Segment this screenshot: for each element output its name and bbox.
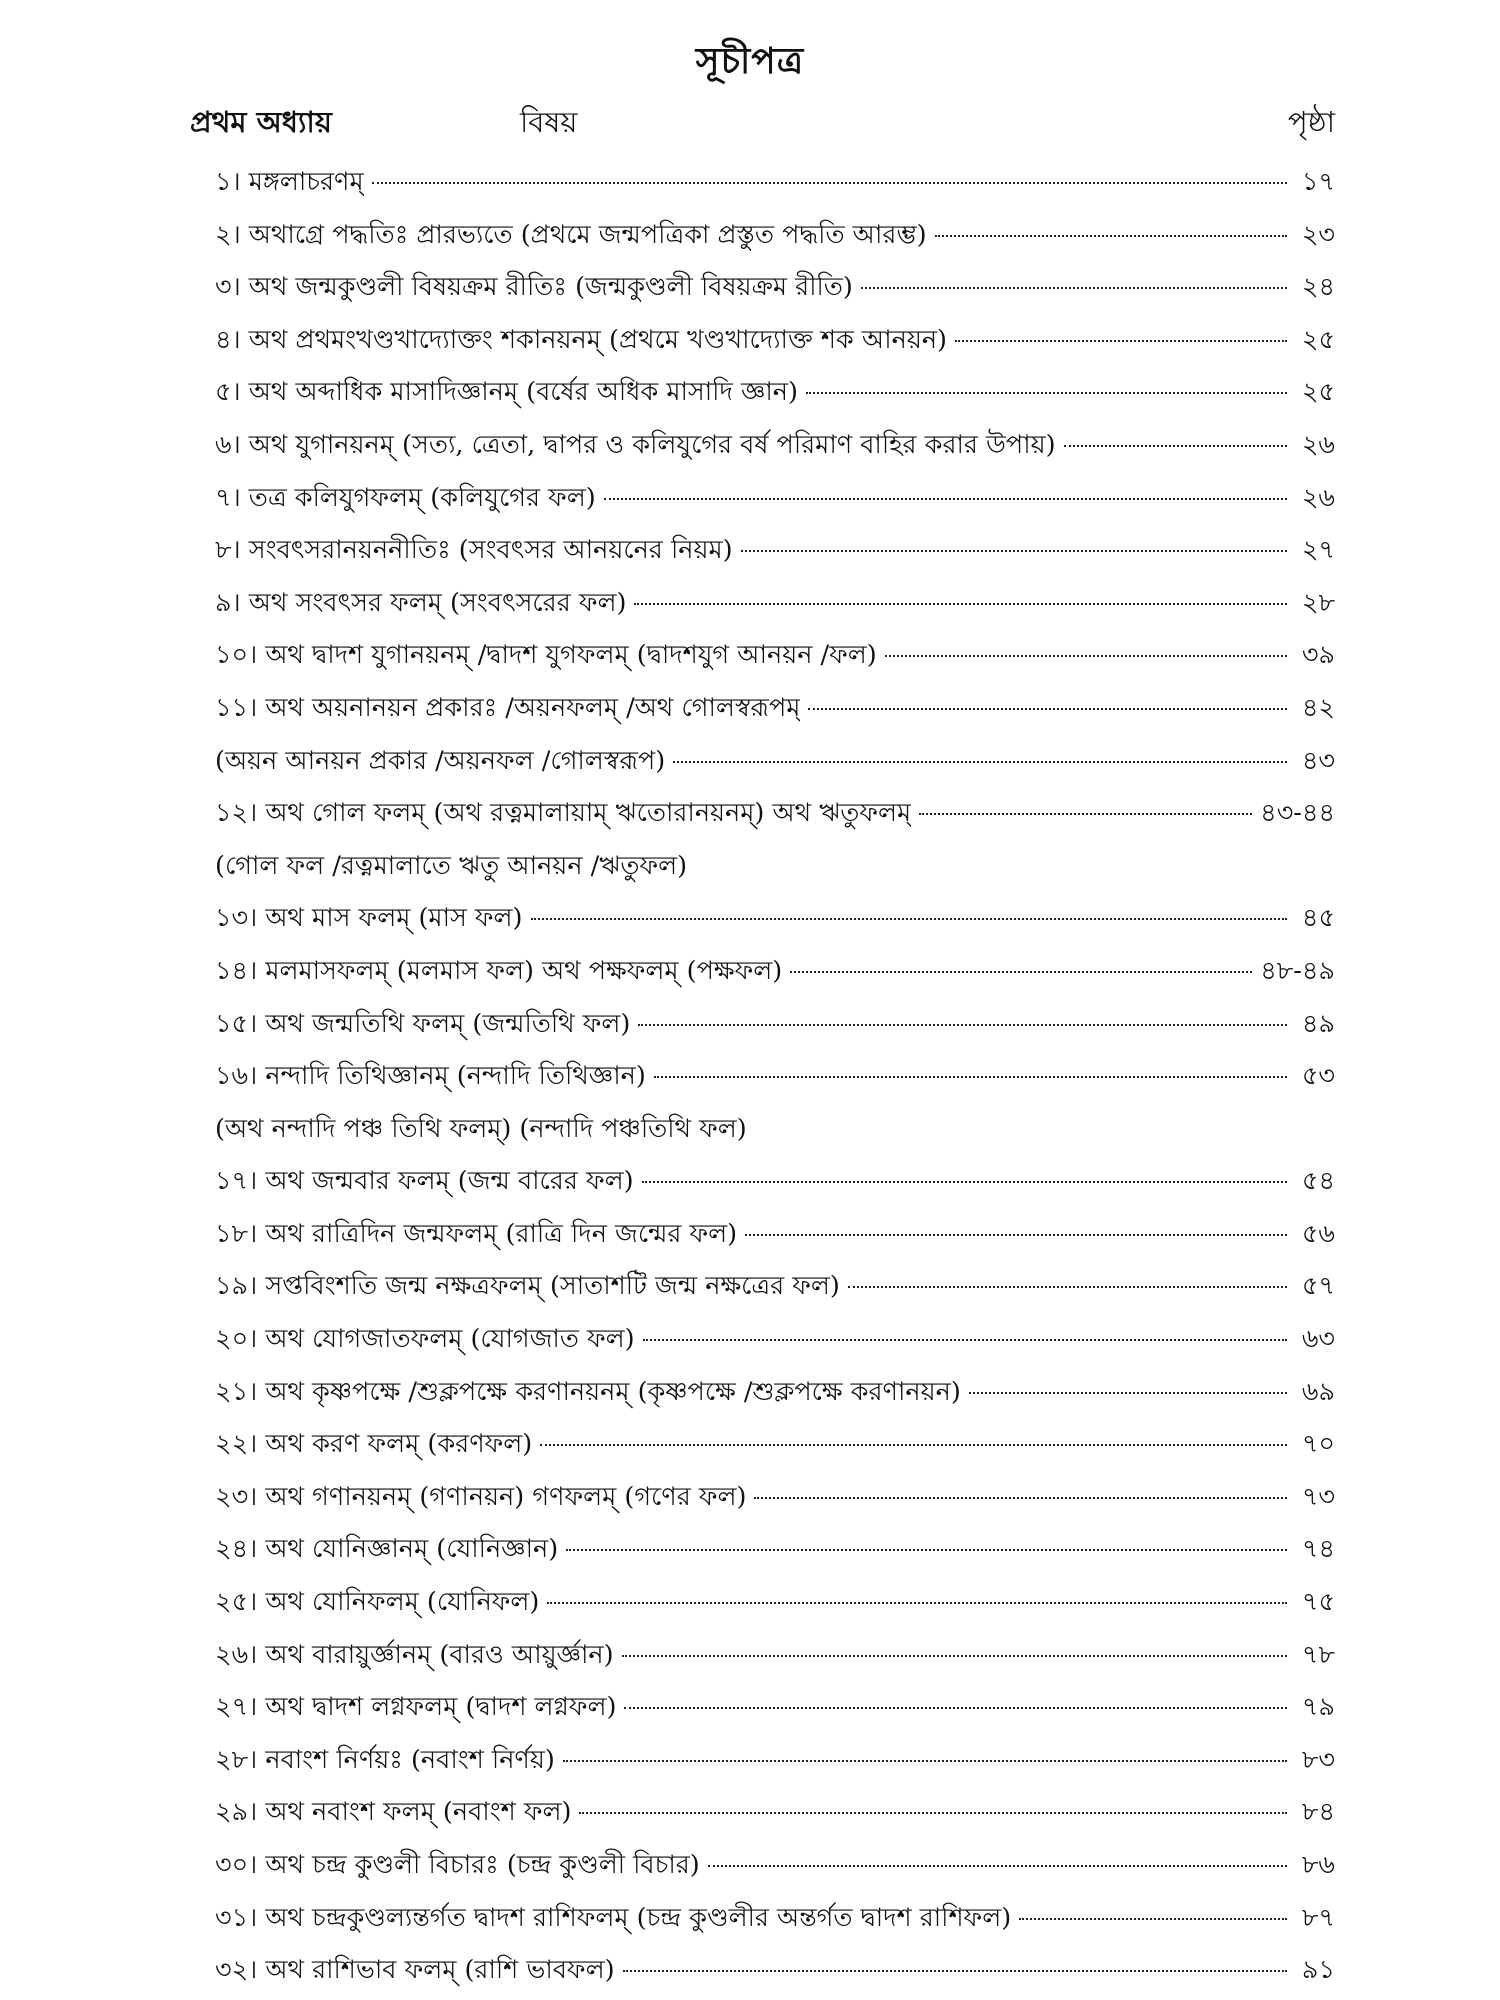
dot-leader xyxy=(919,813,1252,815)
toc-entry xyxy=(215,472,1335,525)
dot-leader xyxy=(673,761,1287,763)
toc-entry xyxy=(215,524,1335,577)
toc-entry-page: ৬৩ xyxy=(1301,1324,1335,1355)
dot-leader xyxy=(754,1497,1287,1499)
toc-entry-page: ৪৩ xyxy=(1301,745,1335,776)
toc-entry-page: ১৭ xyxy=(1301,167,1335,197)
toc-entry-text: ৩০। অথ চন্দ্র কুণ্ডলী বিচারঃ (চন্দ্র কুণ্ডলী বিচার) xyxy=(215,1850,700,1880)
toc-entry xyxy=(215,156,1335,209)
toc-entry-text: (অয়ন আনয়ন প্রকার /অয়নফল /গোলস্বরূপ) xyxy=(215,745,666,776)
toc-entry xyxy=(215,314,1335,367)
toc-entry-text: ১৬। নন্দাদি তিথিজ্ঞানম্ (নন্দাদি তিথিজ্ঞান) xyxy=(215,1061,646,1092)
dot-leader xyxy=(861,287,1287,289)
toc-entry-page: ৭৮ xyxy=(1301,1639,1335,1670)
toc-entry xyxy=(215,1681,1335,1734)
toc-entry xyxy=(215,1050,1335,1103)
subject-heading: বিষয় xyxy=(520,105,578,139)
chapter-heading: প্রথম অধ্যায় xyxy=(190,105,332,139)
toc-entry-page: ২৬ xyxy=(1301,429,1335,460)
page-title: সূচীপত্র xyxy=(695,40,805,82)
toc-entry-text: ১০। অথ দ্বাদশ যুগানয়নম্ /দ্বাদশ যুগফলম্ (দ্বাদশযুগ আনয়ন /ফল) xyxy=(215,640,877,671)
toc-entry-page: ৪৫ xyxy=(1301,903,1335,934)
dot-leader xyxy=(622,1655,1287,1657)
toc-entry xyxy=(215,998,1335,1051)
toc-entry-text: ৬। অথ যুগানয়নম্ (সত্য, ত্রেতা, দ্বাপর ও কলিযুগের বর্ষ পরিমাণ বাহির করার উপায়) xyxy=(215,429,1056,460)
dot-leader xyxy=(806,392,1287,394)
toc-entry xyxy=(215,1629,1335,1682)
toc-entry xyxy=(215,629,1335,682)
toc-entry-page: ৮৭ xyxy=(1301,1902,1335,1933)
dot-leader xyxy=(372,182,1287,184)
dot-leader xyxy=(654,1076,1287,1078)
toc-entry-text: (গোল ফল /রত্নমালাতে ঋতু আনয়ন /ঋতুফল) xyxy=(215,850,688,881)
toc-entry-page: ৫৪ xyxy=(1301,1166,1335,1197)
dot-leader xyxy=(741,550,1287,552)
toc-entry-page: ৯১ xyxy=(1301,1955,1335,1986)
dot-leader xyxy=(638,1024,1287,1026)
dot-leader xyxy=(955,340,1287,342)
toc-entry-text: ২৪। অথ যোনিজ্ঞানম্ (যোনিজ্ঞান) xyxy=(215,1534,559,1565)
toc-entry xyxy=(215,787,1335,840)
toc-entry xyxy=(215,1523,1335,1576)
toc-entry-page: ৫৬ xyxy=(1301,1218,1335,1249)
dot-leader xyxy=(790,971,1252,973)
dot-leader xyxy=(623,1970,1287,1972)
toc-entry xyxy=(215,945,1335,998)
toc-entry-text: ২৩। অথ গণানয়নম্ (গণানয়ন) গণফলম্ (গণের ফল) xyxy=(215,1481,747,1512)
toc-entry xyxy=(215,1734,1335,1787)
toc-entry-text: ১৫। অথ জন্মতিথি ফলম্ (জন্মতিথি ফল) xyxy=(215,1008,631,1039)
page-heading: পৃষ্ঠা xyxy=(1288,105,1335,139)
toc-entry-page: ২৪ xyxy=(1301,272,1335,303)
toc-entry-text: ২১। অথ কৃষ্ণপক্ষে /শুক্লপক্ষে করণানয়নম্ (কৃষ্ণপক্ষে /শুক্লপক্ষে করণানয়ন) xyxy=(215,1376,961,1407)
toc-entry-text: ৮। সংবৎসরানয়ননীতিঃ (সংবৎসর আনয়নের নিয়ম) xyxy=(215,535,733,566)
toc-entry xyxy=(215,1839,1335,1892)
toc-entry-page: ৫৩ xyxy=(1301,1061,1335,1092)
toc-list xyxy=(215,156,1335,1997)
toc-entry-page: ২৬ xyxy=(1301,482,1335,513)
dot-leader xyxy=(563,1760,1287,1762)
dot-leader xyxy=(624,1707,1287,1709)
toc-entry-text: ২২। অথ করণ ফলম্ (করণফল) xyxy=(215,1429,533,1460)
toc-entry-text: ১১। অথ অয়নানয়ন প্রকারঃ /অয়নফলম্ /অথ গোলস্বরূপম্ xyxy=(215,692,801,723)
toc-entry xyxy=(215,366,1335,419)
dot-leader xyxy=(808,708,1287,710)
toc-header xyxy=(190,100,1335,144)
toc-entry-text: ২। অথাগ্রে পদ্ধতিঃ প্রারভ্যতে (প্রথমে জন্মপত্রিকা প্রস্তুত পদ্ধতি আরম্ভ) xyxy=(215,219,927,250)
toc-entry-page: ৮৪ xyxy=(1301,1797,1335,1828)
toc-entry xyxy=(215,1418,1335,1471)
toc-entry xyxy=(215,419,1335,472)
toc-entry-text: ১৮। অথ রাত্রিদিন জন্মফলম্ (রাত্রি দিন জন্মের ফল) xyxy=(215,1218,738,1249)
toc-entry-text: ১৪। মলমাসফলম্ (মলমাস ফল) অথ পক্ষফলম্ (পক্ষফল) xyxy=(215,955,783,986)
dot-leader xyxy=(540,1444,1287,1446)
toc-entry xyxy=(215,1260,1335,1313)
dot-leader xyxy=(935,235,1287,237)
toc-entry-page: ২৩ xyxy=(1301,219,1335,250)
toc-entry xyxy=(215,1208,1335,1261)
dot-leader xyxy=(848,1286,1287,1288)
dot-leader xyxy=(708,1865,1287,1867)
toc-entry xyxy=(215,1576,1335,1629)
toc-entry-page: ২৫ xyxy=(1301,324,1335,355)
toc-entry-text: ৩১। অথ চন্দ্রকুণ্ডল্যন্তর্গত দ্বাদশ রাশিফলম্ (চন্দ্র কুণ্ডলীর অন্তর্গত দ্বাদশ রাশিফল) xyxy=(215,1902,1012,1933)
toc-entry xyxy=(215,1313,1335,1366)
toc-entry xyxy=(215,1471,1335,1524)
dot-leader xyxy=(1064,445,1287,447)
toc-entry xyxy=(215,577,1335,630)
toc-entry-text: ২৬। অথ বারায়ুর্জ্ঞানম্ (বারও আয়ুর্জ্ঞান) xyxy=(215,1639,614,1670)
toc-entry-page: ৭৫ xyxy=(1301,1587,1335,1618)
toc-entry xyxy=(215,892,1335,945)
toc-entry-page: ২৮ xyxy=(1301,587,1335,618)
toc-entry xyxy=(215,209,1335,262)
toc-entry-page: ৬৯ xyxy=(1301,1376,1335,1407)
toc-entry-text: ৯। অথ সংবৎসর ফলম্ (সংবৎসরের ফল) xyxy=(215,587,627,618)
dot-leader xyxy=(634,603,1287,605)
toc-entry-text: ৭। তত্র কলিযুগফলম্ (কলিযুগের ফল) xyxy=(215,482,596,513)
toc-entry-text: ৩২। অথ রাশিভাব ফলম্ (রাশি ভাবফল) xyxy=(215,1955,615,1986)
toc-entry-text: ২৮। নবাংশ নির্ণয়ঃ (নবাংশ নির্ণয়) xyxy=(215,1744,555,1775)
toc-entry-text: ২৭। অথ দ্বাদশ লগ্নফলম্ (দ্বাদশ লগ্নফল) xyxy=(215,1692,617,1723)
toc-entry-text: ৩। অথ জন্মকুণ্ডলী বিষয়ক্রম রীতিঃ (জন্মকুণ্ডলী বিষয়ক্রম রীতি) xyxy=(215,272,853,303)
dot-leader xyxy=(642,1181,1287,1183)
toc-entry-page: ৪৯ xyxy=(1301,1008,1335,1039)
toc-entry-text: ১৭। অথ জন্মবার ফলম্ (জন্ম বারের ফল) xyxy=(215,1166,634,1197)
toc-entry-page: ৫৭ xyxy=(1301,1271,1335,1302)
toc-entry-page: ৮৩ xyxy=(1301,1744,1335,1775)
toc-entry xyxy=(215,735,1335,788)
dot-leader xyxy=(745,1234,1287,1236)
toc-entry-page: ২৭ xyxy=(1301,535,1335,566)
dot-leader xyxy=(1019,1918,1287,1920)
toc-entry xyxy=(215,1155,1335,1208)
toc-entry xyxy=(215,840,1335,893)
toc-entry-text: ২৫। অথ যোনিফলম্ (যোনিফল) xyxy=(215,1587,540,1618)
dot-leader xyxy=(643,1339,1287,1341)
toc-entry-text: ২০। অথ যোগজাতফলম্ (যোগজাত ফল) xyxy=(215,1324,635,1355)
toc-entry-text: ১৩। অথ মাস ফলম্ (মাস ফল) xyxy=(215,903,523,934)
dot-leader xyxy=(579,1812,1287,1814)
toc-entry xyxy=(215,1786,1335,1839)
toc-entry-text: ১২। অথ গোল ফলম্ (অথ রত্নমালায়াম্ ঋতোরানয়নম্) অথ ঋতুফলম্ xyxy=(215,798,912,829)
dot-leader xyxy=(566,1549,1287,1551)
toc-entry xyxy=(215,682,1335,735)
toc-entry-text: ৫। অথ অব্দাধিক মাসাদিজ্ঞানম্ (বর্ষের অধিক মাসাদি জ্ঞান) xyxy=(215,377,798,408)
toc-entry-page: ৪৮-৪৯ xyxy=(1260,955,1335,986)
toc-entry-page: ৭৩ xyxy=(1301,1481,1335,1512)
dot-leader xyxy=(604,498,1287,500)
toc-entry-page: ২৫ xyxy=(1301,377,1335,408)
toc-entry-page: ৩৯ xyxy=(1301,640,1335,671)
toc-entry xyxy=(215,1892,1335,1945)
toc-entry-text: ১৯। সপ্তবিংশতি জন্ম নক্ষত্রফলম্ (সাতাশটি জন্ম নক্ষত্রের ফল) xyxy=(215,1271,840,1302)
toc-entry-text: (অথ নন্দাদি পঞ্চ তিথি ফলম্) (নন্দাদি পঞ্চতিথি ফল) xyxy=(215,1113,747,1144)
toc-entry-page: ৭৯ xyxy=(1301,1692,1335,1723)
toc-entry-text: ১। মঙ্গলাচরণম্ xyxy=(215,167,364,197)
toc-entry-page: ৮৬ xyxy=(1301,1850,1335,1880)
toc-entry xyxy=(215,261,1335,314)
toc-entry xyxy=(215,1103,1335,1156)
dot-leader xyxy=(547,1602,1287,1604)
toc-entry-text: ৪। অথ প্রথমংখণ্ডখাদ্যোক্তং শকানয়নম্ (প্রথমে খণ্ডখাদ্যোক্ত শক আনয়ন) xyxy=(215,324,948,355)
toc-entry xyxy=(215,1944,1335,1997)
toc-entry-text: ২৯। অথ নবাংশ ফলম্ (নবাংশ ফল) xyxy=(215,1797,572,1828)
toc-entry-page: ৭০ xyxy=(1301,1429,1335,1460)
dot-leader xyxy=(969,1392,1287,1394)
toc-entry-page: ৪২ xyxy=(1301,692,1335,723)
dot-leader xyxy=(531,918,1287,920)
dot-leader xyxy=(885,655,1287,657)
toc-entry xyxy=(215,1366,1335,1419)
toc-entry-page: ৭৪ xyxy=(1301,1534,1335,1565)
toc-entry-page: ৪৩-৪৪ xyxy=(1260,798,1335,829)
